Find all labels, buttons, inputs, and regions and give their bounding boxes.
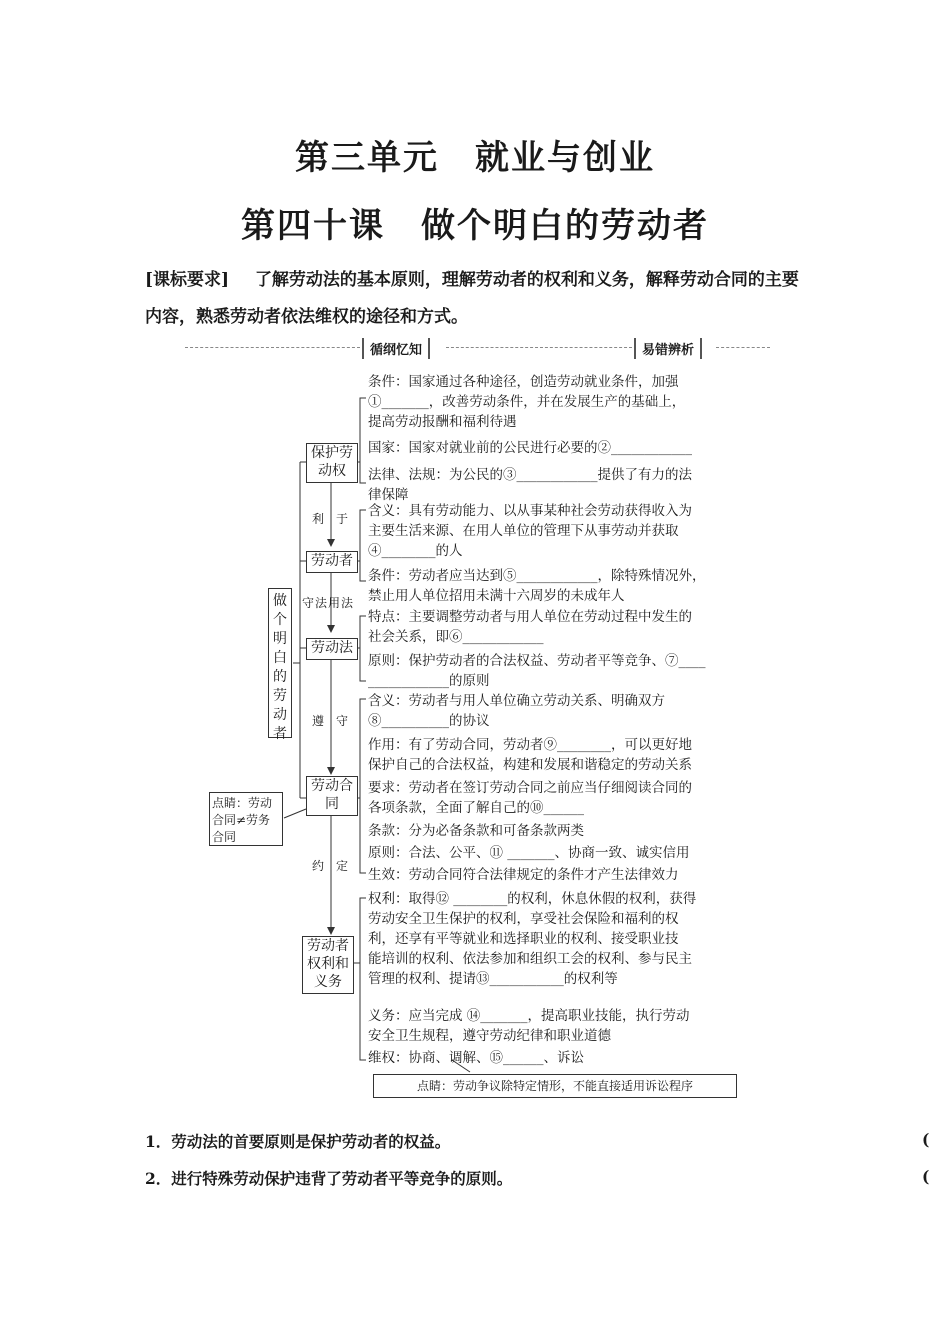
- worker-condition-line: 禁止用人单位招用未满十六周岁的未成年人: [368, 588, 625, 604]
- duties-line: 安全卫生规程，遵守劳动纪律和职业道德: [368, 1028, 611, 1044]
- unit-title: 第三单元 就业与创业: [295, 138, 655, 178]
- law-principle-line: ____________的原则: [368, 673, 490, 689]
- node-labor-law: 劳动法: [306, 638, 358, 660]
- rights-line: 利，还享有平等就业和选择职业的权利、接受职业技: [368, 931, 679, 947]
- question-2-answer-bracket[interactable]: (: [922, 1167, 930, 1186]
- duties-line: 义务：应当完成 ⑭_______，提高职业技能，执行劳动: [368, 1008, 690, 1024]
- contract-effect-line: 生效：劳动合同符合法律规定的条件才产生法律效力: [368, 867, 679, 883]
- rights-line: 管理的权利、提请⑬___________的权利等: [368, 971, 618, 987]
- worker-condition-line: 条件：劳动者应当达到⑤____________，除特殊情况外，: [368, 568, 706, 584]
- rights-line: 劳动安全卫生保护的权利，享受社会保险和福利的权: [368, 911, 679, 927]
- contract-function-line: 保护自己的合法权益，构建和发展和谐稳定的劳动关系: [368, 757, 692, 773]
- note-contract-difference: 点睛：劳动合同≠劳务合同: [209, 792, 283, 846]
- contract-function-line: 作用：有了劳动合同，劳动者⑨________，可以更好地: [368, 737, 692, 753]
- protect-law-line: 法律、法规：为公民的③____________提供了有力的法: [368, 467, 692, 483]
- contract-principle-line: 原则：合法、公平、⑪ _______、协商一致、诚实信用: [368, 845, 690, 861]
- rights-line: 能培训的权利、依法参加和组织工会的权利、参与民主: [368, 951, 692, 967]
- node-worker: 劳动者: [306, 551, 358, 573]
- contract-requirement-line: 各项条款，全面了解自己的⑩______: [368, 800, 584, 816]
- law-principle-line: 原则：保护劳动者的合法权益、劳动者平等竞争、⑦____: [368, 653, 706, 669]
- question-1-answer-bracket[interactable]: (: [922, 1130, 930, 1149]
- worker-meaning-line: 含义：具有劳动能力、以从事某种社会劳动获得收入为: [368, 503, 692, 519]
- protect-law-line: 律保障: [368, 487, 409, 503]
- lesson-title: 第四十课 做个明白的劳动者: [241, 206, 709, 246]
- root-node: 做个明白的劳动者: [268, 588, 292, 738]
- rights-line: 权利：取得⑫ ________的权利，休息休假的权利，获得: [368, 891, 697, 907]
- question-1: 1．劳动法的首要原则是保护劳动者的权益。: [145, 1132, 451, 1151]
- link-label-beneficial: 利于: [312, 512, 361, 526]
- requirements-label: [课标要求]: [145, 270, 230, 290]
- requirements-text: 了解劳动法的基本原则，理解劳动者的权利和义务，解释劳动合同的主要内容，熟悉劳动者依法维权的途径和方式。: [145, 270, 799, 327]
- worker-meaning-line: ④________的人: [368, 543, 463, 559]
- contract-terms-line: 条款：分为必备条款和可备条款两类: [368, 823, 584, 839]
- contract-meaning-line: ⑧__________的协议: [368, 713, 490, 729]
- question-2: 2．进行特殊劳动保护违背了劳动者平等竞争的原则。: [145, 1169, 513, 1188]
- node-protect-labor-right: 保护劳动权: [306, 443, 358, 483]
- section-header-right: 易错辨析: [634, 338, 702, 359]
- protect-condition-line: 条件：国家通过各种途径，创造劳动就业条件，加强: [368, 374, 679, 390]
- node-rights-duties: 劳动者权利和义务: [302, 936, 354, 994]
- link-label-law-abiding: 守法用法: [302, 596, 355, 610]
- contract-meaning-line: 含义：劳动者与用人单位确立劳动关系、明确双方: [368, 693, 665, 709]
- law-feature-line: 特点：主要调整劳动者与用人单位在劳动过程中发生的: [368, 609, 692, 625]
- protect-condition-line: 提高劳动报酬和福利待遇: [368, 414, 517, 430]
- link-label-agree: 约定: [312, 859, 361, 873]
- protect-state-line: 国家：国家对就业前的公民进行必要的②____________: [368, 440, 692, 456]
- remedy-line: 维权：协商、调解、⑮______、诉讼: [368, 1050, 584, 1066]
- section-header-left: 循纲忆知: [362, 338, 430, 359]
- note-labor-dispute: 点睛：劳动争议除特定情形，不能直接适用诉讼程序: [373, 1074, 737, 1098]
- law-feature-line: 社会关系，即⑥____________: [368, 629, 544, 645]
- protect-condition-line: ①_______，改善劳动条件，并在发展生产的基础上，: [368, 394, 686, 410]
- node-labor-contract: 劳动合同: [306, 776, 358, 816]
- contract-requirement-line: 要求：劳动者在签订劳动合同之前应当仔细阅读合同的: [368, 780, 692, 796]
- link-label-comply: 遵守: [312, 714, 361, 728]
- worker-meaning-line: 主要生活来源、在用人单位的管理下从事劳动并获取: [368, 523, 679, 539]
